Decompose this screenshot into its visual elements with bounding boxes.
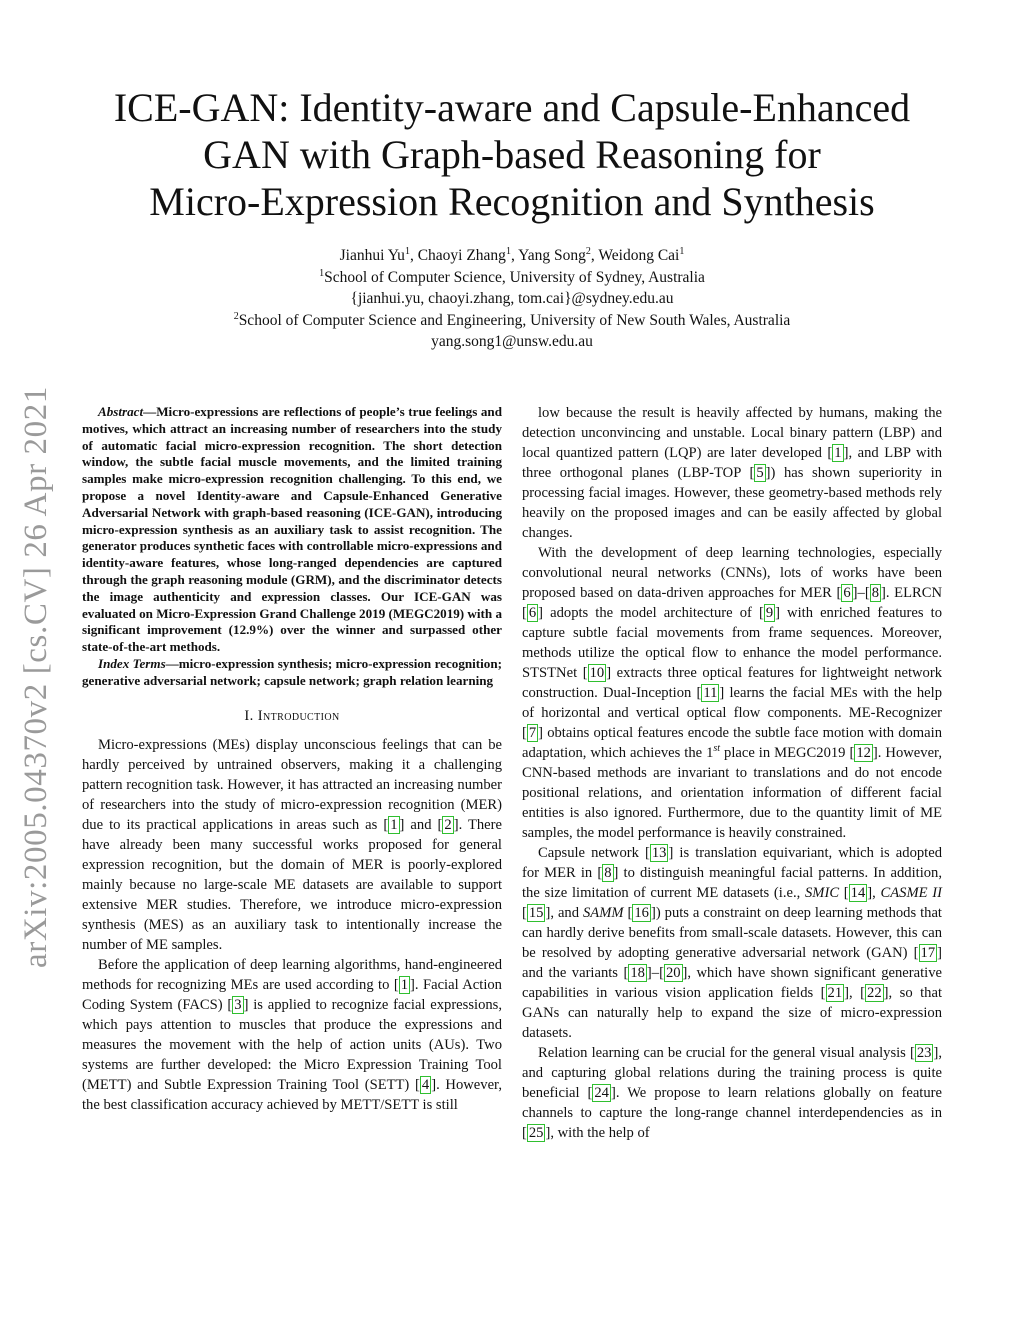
citation-link[interactable]: 20 xyxy=(665,965,681,981)
citation-link[interactable]: 6 xyxy=(843,585,851,601)
title-line: ICE-GAN: Identity-aware and Capsule-Enhanced xyxy=(113,85,911,130)
body-text: , and xyxy=(550,905,583,921)
citation-link[interactable]: 8 xyxy=(604,865,612,881)
citation-link[interactable]: 6 xyxy=(528,605,537,621)
affiliation-line xyxy=(60,267,964,289)
body-paragraph: Before the application of deep learning algorithms, hand-engineered methods for recognizing MEs are used according to [ 1 ]. Facial Action Coding System (FACS) [ 3 ] is applied to recognize facial expressions, which pays attention to muscles that produce the expressions and measures the movement with the help of action units (AUs). Two systems are further developed: the Micro Expression Training Tool (METT) and Subtle Expression Training Tool (SETT) [ 4 ]. However, the best classification accuracy achieved by METT/SETT is still xyxy=(82,956,502,1113)
citation-link[interactable]: 10 xyxy=(589,665,605,681)
citation-link[interactable]: 5 xyxy=(756,465,764,481)
body-text xyxy=(839,885,844,901)
body-text: , which have shown significant generative capabilities in various vision application fields xyxy=(522,965,942,1001)
affiliation-mark: 2 xyxy=(585,245,591,257)
left-column xyxy=(82,404,502,1115)
citation-link[interactable]: 2 xyxy=(444,816,452,833)
citation-link[interactable]: 9 xyxy=(765,605,774,621)
affiliation-mark: 1 xyxy=(505,245,511,257)
body-text: , with the help of xyxy=(550,1125,650,1141)
body-paragraph: Micro-expressions (MEs) display unconscious feelings that can be hardly perceived by untrained observers, making it a challenging pattern recognition task. However, it has attracted an increasing number of researchers into the study of micro-expression recognition (MER) due to its practical applications in areas such as [ 1 ] and [ 2 ]. There have already been many successful works proposed for general expression recognition, but the domain of MER is poorly-explored mainly because no large-scale ME datasets are available to support extensive MER studies. Therefore, we introduce micro-expression synthesis (MES) as an auxiliary task to intentionally increase the number of ME samples. xyxy=(82,736,502,953)
author-names: Jianhui Yu$^1$, Chaoyi Zhang$^1$, Yang Song$^2$, Weidong Cai$^1$ xyxy=(339,245,685,264)
email-line: {jianhui.yu, chaoyi.zhang, tom.cai}@sydney.edu.au xyxy=(350,290,674,307)
body-text: place in MEGC2019 xyxy=(720,745,850,761)
citation-link[interactable]: 1 xyxy=(390,816,398,833)
citation-link[interactable]: 14 xyxy=(850,885,866,901)
citation-link[interactable]: 23 xyxy=(916,1045,932,1061)
body-text: ) puts a constraint on deep learning methods that can hardly derive benefits from small-scale datasets. However, this can be resolved by adopting generative adversarial network (GAN) xyxy=(522,905,942,961)
email-line: yang.song1@unsw.edu.au xyxy=(431,333,593,350)
body-text xyxy=(624,905,628,921)
body-text: – xyxy=(651,965,660,981)
dataset-name: CASME II xyxy=(880,885,942,901)
author-name: Yang Song xyxy=(518,247,586,264)
body-text: low because the result is heavily affected by humans, making the detection unconvincing and unstable. Local binary pattern (LBP) and local quantized pattern (LQP) are later developed xyxy=(522,405,942,461)
section-title: Introduction xyxy=(257,707,340,724)
author-name: Weidong Cai xyxy=(598,247,680,264)
citation-link[interactable]: 11 xyxy=(703,685,718,701)
citation-link[interactable]: 1 xyxy=(400,976,409,993)
abstract-paragraph xyxy=(82,404,502,656)
citation-link[interactable]: 16 xyxy=(634,905,649,921)
citation-link[interactable]: 25 xyxy=(528,1125,544,1141)
index-terms-text: —micro-expression synthesis; micro-expression recognition; generative adversarial network; capsule network; graph relation learning xyxy=(82,655,502,688)
citation-link[interactable]: 13 xyxy=(651,845,667,861)
body-text: is translation equivariant, which is adopted for MER in xyxy=(522,845,942,881)
body-text: is applied to recognize facial expressions, which pays attention to muscles that produce the expressions and measures the movement with the help of action units (AUs). Two systems are further developed: the Micro Expression Training Tool (METT) and Subtle Expression Training Tool (SETT) xyxy=(82,996,502,1093)
body-text: Relation learning can be crucial for the general visual analysis xyxy=(538,1045,910,1061)
citation-link[interactable]: 22 xyxy=(867,985,882,1001)
title-line: Micro-Expression Recognition and Synthesis xyxy=(149,179,875,224)
body-text: and xyxy=(404,816,438,833)
body-text: extracts three optical features for lightweight network construction. Dual-Inception xyxy=(522,665,943,701)
right-column xyxy=(522,403,942,1143)
affiliation-text: School of Computer Science and Engineering, University of New South Wales, Australia xyxy=(238,311,791,329)
body-text: obtains optical features encode the subtle face motion with domain adaptation, which achieves the 1 xyxy=(522,725,942,761)
intro-right-body xyxy=(522,403,942,1143)
title-line: GAN with Graph-based Reasoning for xyxy=(203,132,821,177)
citation-link[interactable]: 7 xyxy=(528,725,537,741)
citation-link[interactable]: 17 xyxy=(920,945,936,961)
dataset-name: SAMM xyxy=(582,905,624,921)
body-paragraph: low because the result is heavily affected by humans, making the detection unconvincing and unstable. Local binary pattern (LBP) and local quantized pattern (LQP) are later developed [ 1 ], and LBP with three orthogonal planes (LBP-TOP [ 5 ]) has shown superiority in processing facial images. However, these geometry-based methods rely heavily on the proposed images and can be easily affected by global changes. xyxy=(522,405,942,541)
body-text: and the variants xyxy=(522,965,624,981)
paper-title xyxy=(60,84,964,225)
body-paragraph: With the development of deep learning technologies, especially convolutional neural networks (CNNs), lots of works have been proposed based on data-driven approaches for MER [ 6 ]–[ 8 ]. ELRCN [ 6 ] adopts the model architecture of [ 9 ] with enriched features to capture subtle facial movements from frame sequences. Moreover, methods utilize the optical flow to enhance the model performance. STSTNet [ 10 ] extracts three optical features for lightweight network construction. Dual-Inception [ 11 ] learns the facial MEs with the help of horizontal and vertical optical flow components. ME-Recognizer [ 7 ] obtains optical features encode the subtle face motion with domain adaptation, which achieves the 1st place in MEGC2019 [ 12 ]. However, CNN-based methods are invariant to translations and do not encode positional relations, and orientation information of different facial entities is also ignored. Furthermore, due to the quantity limit of ME samples, the model performance is heavily constrained. xyxy=(522,545,943,841)
body-text: , so that GANs can naturally help to expand the size of micro-expression datasets. xyxy=(522,985,942,1041)
body-text: , and capturing global relations during the training process is quite beneficial xyxy=(522,1045,942,1101)
citation-link[interactable]: 1 xyxy=(834,445,842,461)
arxiv-stamp: arXiv:2005.04370v2 [cs.CV] 26 Apr 2021 xyxy=(18,386,54,968)
body-text: , and LBP with three orthogonal planes (LBP-TOP xyxy=(522,445,942,481)
body-text: . ELRCN xyxy=(885,585,942,601)
section-number: I. xyxy=(244,707,254,724)
citation-link[interactable]: 4 xyxy=(421,1076,430,1093)
body-text: . Facial Action Coding System (FACS) xyxy=(82,976,502,1013)
body-text: , xyxy=(849,985,861,1001)
affiliation-mark: 1 xyxy=(679,245,685,257)
citation-link[interactable]: 8 xyxy=(871,585,879,601)
body-text: learns the facial MEs with the help of horizontal and vertical optical flow components. ME-Recognizer xyxy=(522,685,942,721)
citation-link[interactable]: 12 xyxy=(856,745,871,761)
body-text: . There have already been many successful works proposed for general expression recognition, but the domain of MER is poorly-explored mainly because no large-scale ME datasets are available to support extensive MER studies. Therefore, we introduce micro-expression synthesis (MES) as an auxiliary task to intentionally increase the number of ME samples. xyxy=(82,816,502,953)
section-heading xyxy=(82,708,502,725)
affiliation-mark: 1 xyxy=(319,267,325,279)
body-text: . However, the best classification accuracy achieved by METT/SETT is still xyxy=(82,1076,502,1113)
body-text: . We propose to learn relations globally on feature channels to capture the long-range channel interdependencies as in xyxy=(522,1085,942,1121)
citation-link[interactable]: 24 xyxy=(594,1085,609,1101)
body-text: with enriched features to capture subtle facial movements from frame sequences. Moreover, methods utilize the optical flow to enhance the model performance. STSTNet xyxy=(522,605,943,681)
body-text: Before the application of deep learning algorithms, hand-engineered methods for recognizing MEs are used according to xyxy=(82,956,502,993)
abstract xyxy=(82,404,502,690)
citation-link[interactable]: 15 xyxy=(528,905,544,921)
affiliation-mark: 1 xyxy=(404,245,410,257)
ordinal-suffix: st xyxy=(713,743,721,755)
abstract-text: —Micro-expressions are reflections of people’s true feelings and motives, which attract an increasing number of researchers into the study of automatic facial micro-expression recognition. The short detection window, the subtle facial muscle movements, and the limited training samples make micro-expression recognition challenging. To this end, we propose a novel Identity-aware and Capsule-Enhanced Generative Adversarial Network with graph-based reasoning (ICE-GAN), introducing micro-expression synthesis as an auxiliary task to assist recognition. The generator produces synthetic faces with controllable micro-expressions and identity-aware features, whose long-ranged dependencies are captured through the graph reasoning module (GRM), and the discriminator detects the image authenticity and expression classes. Our ICE-GAN was evaluated on Micro-Expression Grand Challenge 2019 (MEGC2019) with a significant improvement (12.9%) over the winner and surpassed other state-of-the-art methods. xyxy=(82,404,502,655)
dataset-name: SMIC xyxy=(805,885,840,901)
index-terms-label: Index Terms xyxy=(98,655,166,671)
body-paragraph: Relation learning can be crucial for the general visual analysis [ 23 ], and capturing global relations during the training process is quite beneficial [ 24 ]. We propose to learn relations globally on feature channels to capture the long-range channel interdependencies as in [ 25 ], with the help of xyxy=(522,1045,942,1141)
citation-link[interactable]: 21 xyxy=(827,985,843,1001)
body-text: adopts the model architecture of xyxy=(543,605,759,621)
author-block xyxy=(60,245,964,353)
affiliation-line xyxy=(60,310,964,332)
affiliation-mark: 2 xyxy=(233,310,239,322)
abstract-label: Abstract xyxy=(98,404,144,419)
affiliation-text: School of Computer Science, University of Sydney, Australia xyxy=(324,268,705,286)
body-text: With the development of deep learning technologies, especially convolutional neural networks (CNNs), lots of works have been proposed based on data-driven approaches for MER xyxy=(522,545,942,601)
intro-left-body xyxy=(82,735,502,1115)
citation-link[interactable]: 3 xyxy=(234,996,242,1013)
body-text: ) has shown superiority in processing facial images. However, these geometry-based methods rely heavily on the proposed images and can be easily affected by global changes. xyxy=(522,465,942,541)
body-text: Capsule network xyxy=(538,845,645,861)
index-terms xyxy=(82,656,502,690)
body-text: – xyxy=(857,585,865,601)
author-name: Jianhui Yu xyxy=(339,247,405,264)
body-text: , xyxy=(872,885,881,901)
citation-link[interactable]: 18 xyxy=(630,965,645,981)
body-text: Micro-expressions (MEs) display unconscious feelings that can be hardly perceived by untrained observers, making it a challenging pattern recognition task. However, it has attracted an increasing number of researchers into the study of micro-expression recognition (MER) due to its practical applications in areas such as xyxy=(82,736,502,833)
body-text: . However, CNN-based methods are invariant to translations and do not encode positional relations, and orientation information of different facial entities is also ignored. Furthermore, due to the quantity limit of ME samples, the model performance is heavily constrained. xyxy=(522,745,942,841)
author-name: Chaoyi Zhang xyxy=(417,247,506,264)
body-text: to distinguish meaningful facial patterns. In addition, the size limitation of current ME datasets (i.e., xyxy=(522,865,942,901)
body-paragraph: Capsule network [ 13 ] is translation equivariant, which is adopted for MER in [ 8 ] to distinguish meaningful facial patterns. In addition, the size limitation of current ME datasets (i.e., SMIC [ 14 ], CASME II [ 15 ], and SAMM [ 16 ]) puts a constraint on deep learning methods that can hardly derive benefits from small-scale datasets. However, this can be resolved by adopting generative adversarial network (GAN) [ 17 ] and the variants [ 18 ]–[ 20 ], which have shown significant generative capabilities in various vision application fields [ 21 ], [ 22 ], so that GANs can naturally help to expand the size of micro-expression datasets. xyxy=(522,845,942,1041)
